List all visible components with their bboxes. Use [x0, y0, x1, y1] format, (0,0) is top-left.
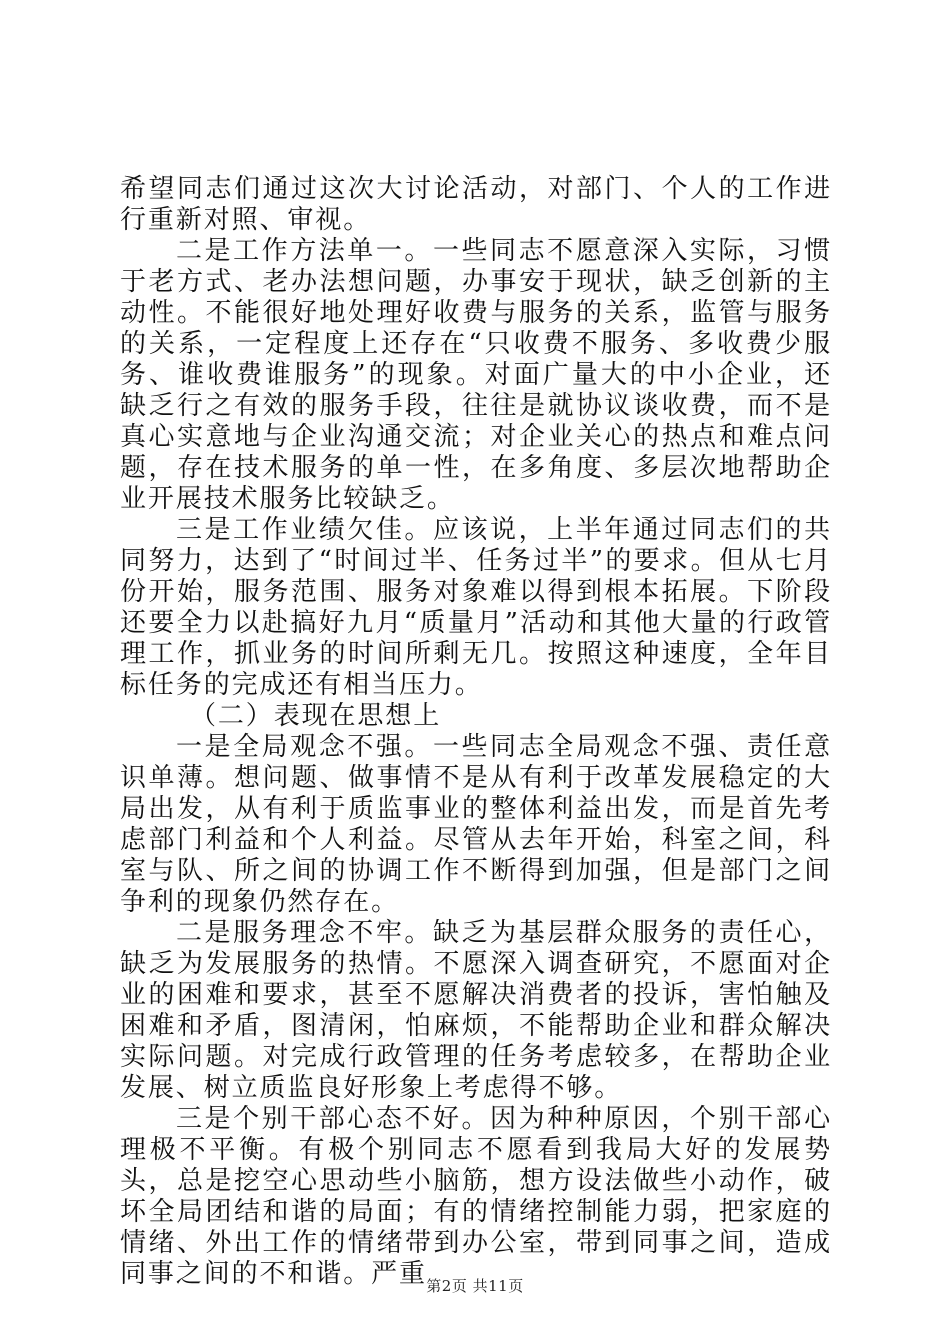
paragraph-work-method: 二是工作方法单一。一些同志不愿意深入实际，习惯于老方式、老办法想问题，办事安于现状，缺乏创新的主动性。不能很好地处理好收费与服务的关系，监管与服务的关系，一定程度上还存在“只收费不服务、多收费少服务、谁收费谁服务”的现象。对面广量大的中小企业，还缺乏行之有效的服务手段，往往是就协议谈收费，而不是真心实意地与企业沟通交流；对企业关心的热点和难点问题，存在技术服务的单一性，在多角度、多层次地帮助企业开展技术服务比较缺乏。: [120, 236, 832, 514]
paragraph-work-performance: 三是工作业绩欠佳。应该说，上半年通过同志们的共同努力，达到了“时间过半、任务过半”的要求。但从七月份开始，服务范围、服务对象难以得到根本拓展。下阶段还要全力以赴搞好九月“质量月”活动和其他大量的行政管理工作，抓业务的时间所剩无几。按照这种速度，全年目标任务的完成还有相当压力。: [120, 515, 832, 700]
paragraph-service-concept: 二是服务理念不牢。缺乏为基层群众服务的责任心，缺乏为发展服务的热情。不愿深入调查研究，不愿面对企业的困难和要求，甚至不愿解决消费者的投诉，害怕触及困难和矛盾，图清闲，怕麻烦，不能帮助企业和群众解决实际问题。对完成行政管理的任务考虑较多，在帮助企业发展、树立质监良好形象上考虑得不够。: [120, 918, 832, 1103]
document-body: [120, 174, 832, 1290]
paragraph-continuation: 希望同志们通过这次大讨论活动，对部门、个人的工作进行重新对照、审视。: [120, 174, 832, 235]
paragraph-cadre-attitude: 三是个别干部心态不好。因为种种原因，个别干部心理极不平衡。有极个别同志不愿看到我局大好的发展势头，总是挖空心思动些小脑筋，想方设法做些小动作，破坏全局团结和谐的局面；有的情绪控制能力弱，把家庭的情绪、外出工作的情绪带到办公室，带到同事之间，造成同事之间的不和谐。严重: [120, 1104, 832, 1289]
section-heading-thinking: （二）表现在思想上: [190, 701, 442, 731]
paragraph-overall-view: 一是全局观念不强。一些同志全局观念不强、责任意识单薄。想问题、做事情不是从有利于改革发展稳定的大局出发，从有利于质监事业的整体利益出发，而是首先考虑部门利益和个人利益。尽管从去年开始，科室之间，科室与队、所之间的协调工作不断得到加强，但是部门之间争利的现象仍然存在。: [120, 732, 832, 917]
page-number-footer: 第2页 共11页: [426, 1277, 524, 1295]
